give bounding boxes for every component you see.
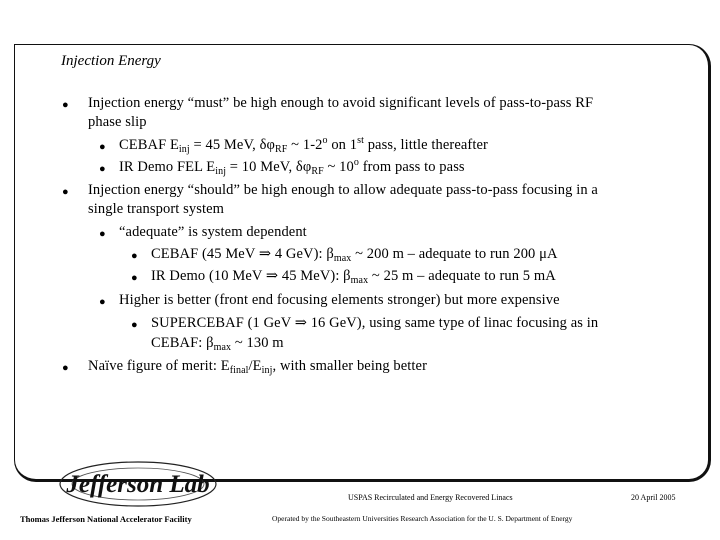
slide-title: Injection Energy — [61, 53, 161, 69]
bullet-marker: ● — [99, 163, 106, 175]
bullet-2-text-cont: single transport system — [88, 201, 225, 217]
jefferson-lab-logo — [52, 456, 224, 512]
sub-bullet-higher-better: Higher is better (front end focusing elements stronger) but more expensive — [119, 292, 560, 308]
bullet-marker: ● — [131, 272, 138, 284]
bullet-marker: ● — [131, 250, 138, 262]
logo-text: Jefferson Lab — [66, 471, 210, 498]
bullet-2-text: Injection energy “should” be high enough to allow adequate pass-to-pass focusing in a — [88, 182, 598, 198]
sub-sub-bullet-supercebaf: SUPERCEBAF (1 GeV ⇒ 16 GeV), using same type of linac focusing as in — [151, 315, 599, 331]
bullet-marker: ● — [99, 228, 106, 240]
footer-operated-by: Operated by the Southeastern Universities Research Association for the U. S. Department of Energy — [272, 514, 573, 523]
bullet-1-text-cont: phase slip — [88, 114, 147, 130]
sub-sub-bullet-cebaf-beta: CEBAF (45 MeV ⇒ 4 GeV): $\beta_{max}$ ~ 200 m – adequate to run 200 μA — [151, 246, 558, 264]
sub-sub-bullet-ir-demo-beta: IR Demo (10 MeV ⇒ 45 MeV): $\beta_{max}$ ~ 25 m – adequate to run 5 mA — [151, 268, 556, 286]
sub-bullet-adequate: “adequate” is system dependent — [119, 224, 307, 240]
sub-bullet-cebaf-einj: CEBAF $E_{inj} = 45$ MeV, $\delta\varphi_{RF}$ ~ 1-2$^o$ on 1st pass, little thereafter — [119, 135, 488, 155]
bullet-marker: ● — [99, 141, 106, 153]
bullet-marker: ● — [62, 186, 69, 198]
bullet-marker: ● — [131, 319, 138, 331]
footer-date: 20 April 2005 — [631, 493, 676, 502]
sub-bullet-ir-demo-einj: IR Demo FEL $E_{inj} = 10$ MeV, $\delta\varphi_{RF}$ ~ 10$^o$ from pass to pass — [119, 157, 465, 177]
footer-lab-name: Thomas Jefferson National Accelerator Facility — [20, 514, 192, 524]
bullet-1-text: Injection energy “must” be high enough to avoid significant levels of pass-to-pass RF — [88, 95, 594, 111]
bullet-marker: ● — [62, 362, 69, 374]
sub-sub-bullet-supercebaf-cont: CEBAF: $\beta_{max}$ ~ 130 m — [151, 335, 284, 353]
bullet-marker: ● — [99, 296, 106, 308]
footer-course: USPAS Recirculated and Energy Recovered Linacs — [348, 493, 513, 502]
bullet-3-text: Naïve figure of merit: $E_{final}/E_{inj}$, with smaller being better — [88, 358, 428, 376]
bullet-marker: ● — [62, 99, 69, 111]
